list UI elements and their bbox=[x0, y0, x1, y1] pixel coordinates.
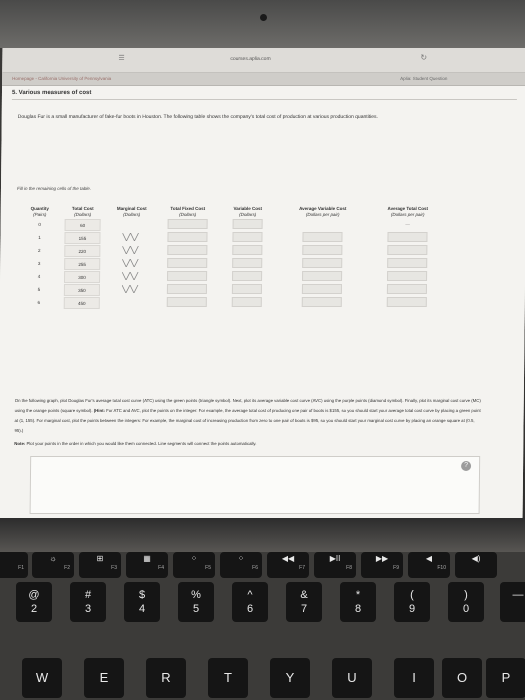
variable-cost-cell bbox=[218, 257, 276, 270]
tab-homepage[interactable]: Homepage - California University of Pennsylvania bbox=[12, 76, 112, 81]
marginal-cost-input[interactable] bbox=[122, 259, 140, 267]
total-fixed-cost-input[interactable] bbox=[168, 219, 208, 229]
total-fixed-cost-cell bbox=[156, 283, 218, 296]
total-cost-value: 255 bbox=[64, 258, 100, 270]
key-f9[interactable]: ▶▶ F9 bbox=[361, 552, 403, 578]
variable-cost-input[interactable] bbox=[232, 271, 262, 281]
hint-label: (Hint: bbox=[93, 408, 105, 413]
total-cost-value: 220 bbox=[64, 245, 100, 257]
total-cost-value: 155 bbox=[64, 232, 100, 244]
total-cost-cell bbox=[58, 270, 106, 283]
header-quantity: Quantity (Pairs) bbox=[30, 206, 49, 217]
total-fixed-cost-input[interactable] bbox=[167, 232, 207, 242]
average-total-cost-input[interactable] bbox=[387, 297, 427, 307]
key-w[interactable]: W bbox=[22, 658, 62, 698]
not-applicable-dash: — bbox=[405, 222, 410, 227]
marginal-cost-input[interactable] bbox=[122, 246, 140, 254]
total-fixed-cost-input[interactable] bbox=[167, 258, 207, 268]
variable-cost-input[interactable] bbox=[233, 219, 263, 229]
average-total-cost-cell bbox=[369, 218, 447, 231]
reader-icon[interactable]: ☰ bbox=[118, 55, 125, 62]
quantity-cell: 2 bbox=[38, 248, 41, 253]
quantity-cell: 3 bbox=[37, 261, 41, 266]
header-total-fixed-cost: Total Fixed Cost (Dollars) bbox=[170, 206, 206, 217]
key-f8[interactable]: ▶II F8 bbox=[314, 552, 356, 578]
page-content bbox=[0, 86, 525, 518]
variable-cost-input[interactable] bbox=[232, 258, 262, 268]
total-fixed-cost-cell bbox=[156, 231, 218, 244]
cost-table bbox=[20, 206, 447, 309]
marginal-cost-input[interactable] bbox=[122, 272, 140, 280]
average-total-cost-input[interactable] bbox=[387, 245, 427, 255]
marginal-cost-input[interactable] bbox=[122, 233, 140, 241]
total-cost-cell bbox=[58, 231, 106, 244]
table-row bbox=[20, 257, 446, 270]
laptop-top-bezel bbox=[0, 0, 525, 48]
variable-cost-input[interactable] bbox=[232, 284, 262, 294]
header-total-cost: Total Cost (Dollars) bbox=[71, 206, 94, 217]
marginal-cost-cell bbox=[106, 257, 156, 270]
total-cost-cell bbox=[59, 218, 107, 231]
total-cost-cell bbox=[58, 296, 106, 309]
header-average-total-cost: Average Total Cost (Dollars per pair) bbox=[387, 206, 429, 217]
total-cost-value: 60 bbox=[65, 219, 101, 231]
key-3[interactable]: # 3 bbox=[70, 582, 106, 622]
average-variable-cost-input[interactable] bbox=[302, 258, 342, 268]
variable-cost-cell bbox=[218, 296, 276, 309]
average-variable-cost-cell bbox=[276, 296, 368, 309]
average-variable-cost-cell bbox=[277, 218, 369, 231]
tab-bar bbox=[2, 73, 525, 86]
note-label: Note: bbox=[14, 441, 26, 446]
marginal-cost-cell bbox=[106, 244, 156, 257]
quantity-cell: 1 bbox=[38, 235, 41, 240]
table-row bbox=[20, 244, 446, 257]
total-fixed-cost-cell bbox=[156, 270, 218, 283]
title-divider bbox=[12, 99, 517, 100]
total-cost-cell bbox=[58, 244, 106, 257]
key-f10[interactable]: ◀ F10 bbox=[408, 552, 450, 578]
key-f1[interactable]: F1 bbox=[0, 552, 28, 578]
header-variable-cost: Variable Cost (Dollars) bbox=[233, 206, 263, 217]
header-marginal-cost: Marginal Cost (Dollars) bbox=[116, 206, 147, 217]
total-fixed-cost-cell bbox=[156, 257, 218, 270]
camera-icon bbox=[260, 14, 267, 21]
average-total-cost-input[interactable] bbox=[387, 284, 427, 294]
average-total-cost-cell bbox=[368, 257, 446, 270]
average-total-cost-cell bbox=[368, 270, 446, 283]
marginal-cost-cell bbox=[106, 296, 156, 309]
average-total-cost-cell bbox=[368, 296, 446, 309]
key-6[interactable]: ^ 6 bbox=[232, 582, 268, 622]
variable-cost-cell bbox=[218, 270, 276, 283]
table-row bbox=[20, 283, 446, 296]
graph-instructions bbox=[14, 396, 484, 436]
total-fixed-cost-cell bbox=[157, 218, 219, 231]
average-variable-cost-cell bbox=[276, 257, 368, 270]
table-header-row bbox=[21, 206, 447, 218]
table-instruction: Fill in the remaining cells of the table. bbox=[16, 186, 92, 191]
average-total-cost-cell bbox=[368, 231, 446, 244]
question-intro: Douglas Fur is a small manufacturer of fake-fur boots in Houston. The following table shows the company's total cost of production at various production quantities. bbox=[17, 114, 378, 120]
total-fixed-cost-input[interactable] bbox=[167, 297, 207, 307]
key-f4[interactable]: ▦ F4 bbox=[126, 552, 168, 578]
key-t[interactable]: T bbox=[208, 658, 248, 698]
total-cost-value: 350 bbox=[64, 284, 100, 296]
hint-text: For ATC and AVC, plot the points on the integer: For example, the average total cost of producing one pair of boots is $155, so you should start your average total cost curve by placing a green point at (1, 155). For marginal cost, plot the points between the integers: For example, the marginal cost of increasing production from zero to one pair of boots is $95, so you should start your marginal cost curve by placing an orange square at (0.5, 95).) bbox=[14, 408, 481, 433]
quantity-cell: 4 bbox=[37, 274, 41, 279]
question-title: 5. Various measures of cost bbox=[11, 90, 92, 96]
marginal-cost-input[interactable] bbox=[122, 285, 140, 293]
variable-cost-cell bbox=[218, 231, 276, 244]
key-0[interactable]: ) 0 bbox=[448, 582, 484, 622]
variable-cost-cell bbox=[219, 218, 277, 231]
average-variable-cost-input[interactable] bbox=[302, 297, 342, 307]
key-9[interactable]: ( 9 bbox=[394, 582, 430, 622]
key-e[interactable]: E bbox=[84, 658, 124, 698]
key-5[interactable]: % 5 bbox=[178, 582, 214, 622]
graph-panel[interactable] bbox=[30, 456, 481, 514]
quantity-cell: 5 bbox=[37, 287, 41, 292]
note bbox=[14, 441, 256, 446]
tab-aplia-question[interactable]: Aplia: Student Question bbox=[400, 76, 448, 81]
key-f3[interactable]: ⊞ F3 bbox=[79, 552, 121, 578]
variable-cost-cell bbox=[218, 244, 276, 257]
table-row bbox=[21, 218, 447, 231]
key-f5[interactable]: ⁘ F5 bbox=[173, 552, 215, 578]
url-text[interactable]: courses.aplia.com bbox=[230, 56, 271, 62]
key-o[interactable]: O bbox=[442, 658, 482, 698]
average-variable-cost-input[interactable] bbox=[302, 232, 342, 242]
marginal-cost-cell bbox=[106, 283, 156, 296]
key-y[interactable]: Y bbox=[270, 658, 310, 698]
table-row bbox=[20, 296, 446, 309]
key-minus[interactable]: — bbox=[500, 582, 525, 622]
key-f7[interactable]: ◀◀ F7 bbox=[267, 552, 309, 578]
average-variable-cost-input[interactable] bbox=[302, 271, 342, 281]
table-row bbox=[20, 270, 446, 283]
key-2[interactable]: @ 2 bbox=[16, 582, 52, 622]
total-cost-value: 300 bbox=[64, 271, 100, 283]
key-r[interactable]: R bbox=[146, 658, 186, 698]
variable-cost-cell bbox=[218, 283, 276, 296]
total-fixed-cost-input[interactable] bbox=[167, 271, 207, 281]
marginal-cost-cell bbox=[106, 270, 156, 283]
average-variable-cost-cell bbox=[276, 244, 368, 257]
reload-icon[interactable]: ↻ bbox=[420, 53, 428, 62]
header-average-variable-cost: Average Variable Cost (Dollars per pair) bbox=[299, 206, 347, 217]
key-p[interactable]: P bbox=[486, 658, 525, 698]
variable-cost-input[interactable] bbox=[232, 232, 262, 242]
total-cost-cell bbox=[58, 257, 106, 270]
keyboard bbox=[0, 552, 525, 700]
table-body bbox=[20, 218, 447, 309]
average-variable-cost-cell bbox=[276, 231, 368, 244]
average-total-cost-input[interactable] bbox=[387, 271, 427, 281]
average-variable-cost-input[interactable] bbox=[302, 284, 342, 294]
average-total-cost-input[interactable] bbox=[387, 232, 427, 242]
key-8[interactable]: * 8 bbox=[340, 582, 376, 622]
key-f6[interactable]: ⁘ F6 bbox=[220, 552, 262, 578]
marginal-cost-cell bbox=[106, 231, 156, 244]
total-fixed-cost-cell bbox=[156, 296, 218, 309]
total-cost-value: 450 bbox=[64, 297, 100, 309]
variable-cost-input[interactable] bbox=[232, 297, 262, 307]
total-cost-cell bbox=[58, 283, 106, 296]
variable-cost-input[interactable] bbox=[232, 245, 262, 255]
address-bar[interactable] bbox=[2, 48, 525, 73]
total-fixed-cost-cell bbox=[156, 244, 218, 257]
marginal-cost-cell bbox=[107, 218, 157, 231]
quantity-cell: 6 bbox=[37, 300, 41, 305]
total-fixed-cost-input[interactable] bbox=[167, 245, 207, 255]
quantity-cell: 0 bbox=[38, 222, 41, 227]
note-text: Plot your points in the order in which you would like them connected. Line segments will connect the points automatically. bbox=[26, 441, 257, 446]
laptop-screen bbox=[0, 48, 525, 518]
table-row bbox=[20, 231, 446, 244]
average-variable-cost-input[interactable] bbox=[302, 245, 342, 255]
key-7[interactable]: & 7 bbox=[286, 582, 322, 622]
average-total-cost-input[interactable] bbox=[387, 258, 427, 268]
key-u[interactable]: U bbox=[332, 658, 372, 698]
graph-instructions-text: On the following graph, plot Douglas Fur's average total cost curve (ATC) using the green points (triangle symbol). Next, plot its average variable cost curve (AVC) using the purple points (diamond symbol). Finally, plot its marginal cost curve (MC) using the orange points (square symbol). bbox=[14, 398, 481, 413]
laptop-bottom-bezel bbox=[0, 518, 525, 552]
average-total-cost-cell bbox=[368, 244, 446, 257]
key-f2[interactable]: ☼ F2 bbox=[32, 552, 74, 578]
total-fixed-cost-input[interactable] bbox=[167, 284, 207, 294]
average-total-cost-cell bbox=[368, 283, 446, 296]
key-volume[interactable]: ◀) bbox=[455, 552, 497, 578]
help-icon[interactable]: ? bbox=[461, 461, 471, 471]
key-i[interactable]: I bbox=[394, 658, 434, 698]
average-variable-cost-cell bbox=[276, 270, 368, 283]
average-variable-cost-cell bbox=[276, 283, 368, 296]
key-4[interactable]: $ 4 bbox=[124, 582, 160, 622]
